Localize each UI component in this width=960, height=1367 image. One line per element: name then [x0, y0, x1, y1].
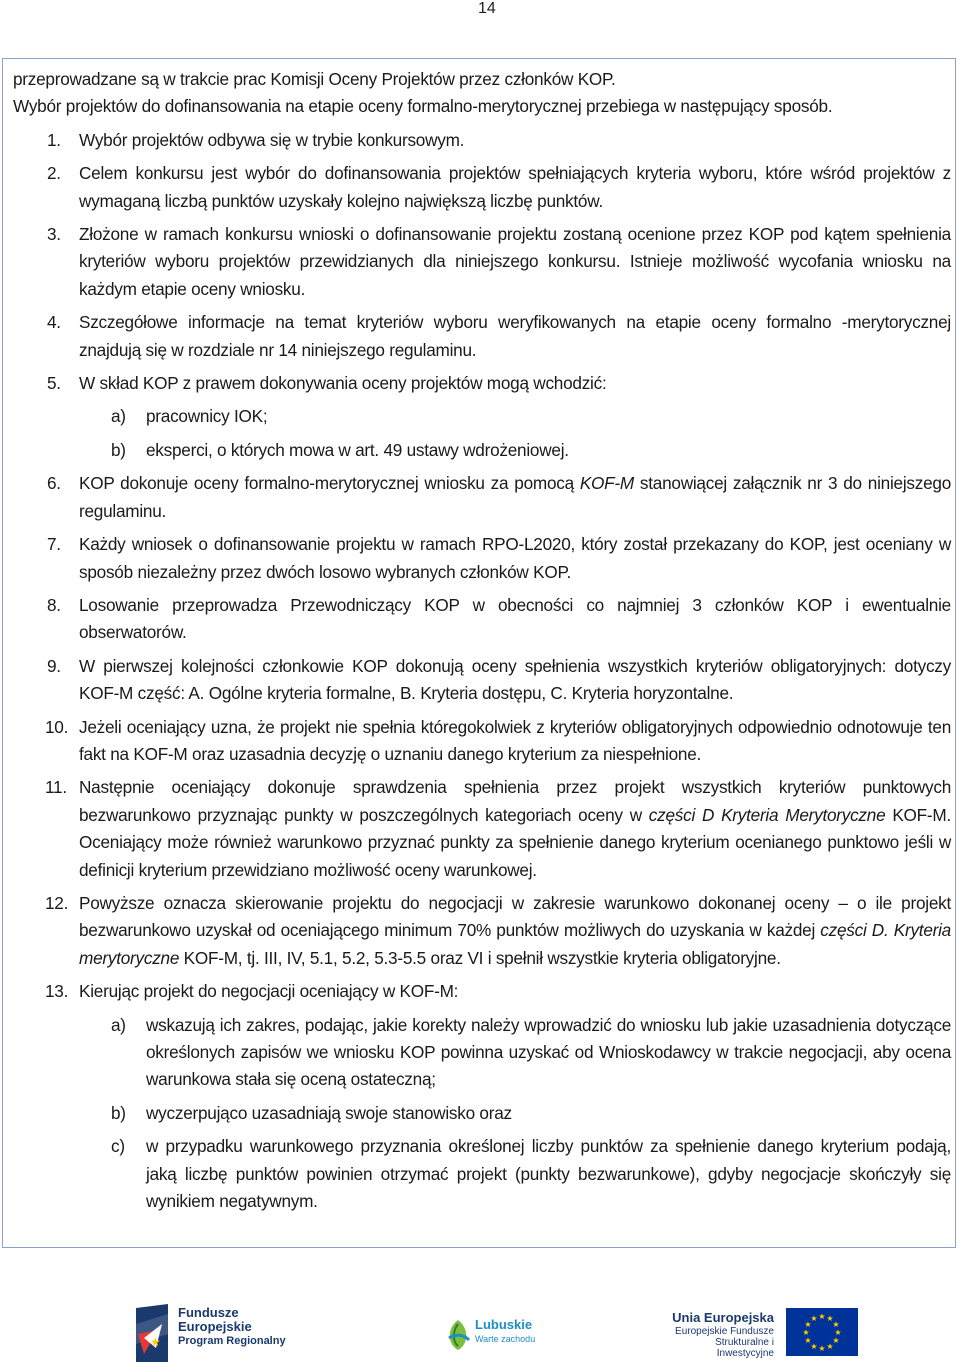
fundusze-text: Fundusze Europejskie Program Regionalny: [178, 1305, 286, 1347]
intro-line-2: Wybór projektów do dofinansowania na etapie oceny formalno-merytorycznej przebiega w następujący sposób.: [13, 96, 833, 117]
list-item-7: 7. Każdy wniosek o dofinansowanie projektu w ramach RPO-L2020, który został przekazany do KOP, jest oceniany w sposób niezależny przez dwóch losowo wybranych członków KOP.: [47, 534, 951, 582]
fundusze-europejskie-logo: [132, 1304, 292, 1362]
svg-text:★: ★: [804, 1336, 812, 1345]
svg-text:★: ★: [810, 1342, 818, 1351]
footer-logos: [0, 1290, 960, 1362]
page-number: 14: [478, 0, 496, 17]
lubuskie-logo: [445, 1318, 555, 1358]
fundusze-flag-icon: [132, 1304, 172, 1362]
sub-item-13c: c) w przypadku warunkowego przyznania określonej liczby punktów za spełnienie danego kryterium podają, jaką liczbę punktów powinien otrzymać projekt (punkty bezwarunkowe), gdyby negocjacje skończyły się wynikiem negatywnym.: [111, 1136, 951, 1212]
list-item-8: 8. Losowanie przeprowadza Przewodniczący KOP w obecności co najmniej 3 członków KOP i ewentualnie obserwatorów.: [47, 594, 951, 643]
list-item-13: 13. Kierując projekt do negocjacji oceniający w KOF-M:: [45, 981, 459, 1002]
unia-europejska-logo: [656, 1310, 876, 1360]
sub-item-13b: b) wyczerpująco uzasadniają swoje stanowisko oraz: [111, 1102, 512, 1123]
list-item-3: 3. Złożone w ramach konkursu wnioski o dofinansowanie projektu zostaną ocenione przez KOP pod kątem spełnienia kryteriów wyboru projektów przewidzianych dla niniejszego konkursu. Istnieje możliwość wycofania wniosku na każdym etapie oceny wniosku.: [47, 224, 951, 299]
list-item-6: 6. KOP dokonuje oceny formalno-merytorycznej wniosku za pomocą KOF-M stanowiącej załącznik nr 3 do niniejszego regulaminu.: [47, 473, 952, 521]
list-item-5: 5. W skład KOP z prawem dokonywania oceny projektów mogą wchodzić:: [47, 373, 607, 394]
svg-text:★: ★: [818, 1312, 826, 1321]
lubuskie-leaf-icon: [445, 1318, 471, 1352]
svg-text:★: ★: [804, 1320, 812, 1329]
svg-text:★: ★: [810, 1314, 818, 1323]
document-body: [13, 66, 951, 1221]
eu-flag-icon: [786, 1308, 858, 1356]
svg-text:★: ★: [832, 1336, 840, 1345]
sub-item-5b: b) eksperci, o których mowa w art. 49 ustawy wdrożeniowej.: [111, 439, 569, 460]
ue-text: Unia Europejska Europejskie Fundusze Strukturalne i Inwestycyjne: [672, 1310, 774, 1359]
list-item-9: 9. W pierwszej kolejności członkowie KOP dokonują oceny spełnienia wszystkich kryteriów obligatoryjnych: dotyczy KOF-M część: A. Ogólne kryteria formalne, B. Kryteria dostępu, C. Kryteria horyzontalne.: [47, 655, 951, 704]
intro-line-1: przeprowadzane są w trakcie prac Komisji Oceny Projektów przez członków KOP.: [13, 69, 616, 89]
sub-item-13a: a) wskazują ich zakres, podając, jakie korekty należy wprowadzić do wniosku lub jakie uzasadnienia dotyczące określonych zapisów we wniosku KOP powinna uzyskać od Wnioskodawcy w trakcie negocjacji, aby ocena warunkowa stała się oceną ostateczną;: [111, 1014, 951, 1090]
list-item-1: 1. Wybór projektów odbywa się w trybie konkursowym.: [47, 129, 465, 150]
list-item-12: 12. Powyższe oznacza skierowanie projektu do negocjacji w zakresie warunkowo dokonanej oceny – o ile projekt bezwarunkowo uzyskał od oceniającego minimum 70% punktów możliwych do uzyskania w każdej części D. Kryteria merytoryczne KOF-M, tj. III, IV, 5.1, 5.2, 5.3-5.5 oraz VI i spełnił wszystkie kryteria obligatoryjne.: [45, 892, 951, 968]
svg-text:★: ★: [818, 1344, 826, 1353]
list-item-2: 2. Celem konkursu jest wybór do dofinansowania projektów spełniających kryteria wyboru, które wśród projektów z wymaganą liczbą punktów uzyskały kolejno największą liczbę punktów.: [47, 163, 951, 211]
list-item-11: 11. Następnie oceniający dokonuje sprawdzenia spełnienia przez projekt wszystkich kryteriów punktowych bezwarunkowo przyznając punkty w poszczególnych kategoriach oceny w części D Kryteria Merytoryczne KOF-M. Oceniający może również warunkowo przyznać punkty za spełnienie danego kryterium ocenianego punktowo jeśli w definicji kryterium przewidziano możliwość oceny warunkowej.: [45, 777, 951, 880]
svg-text:★: ★: [826, 1342, 834, 1351]
svg-text:★: ★: [802, 1328, 810, 1337]
content-box: [2, 58, 956, 1248]
sub-item-5a: a) pracownicy IOK;: [111, 406, 268, 427]
svg-text:★: ★: [834, 1328, 842, 1337]
lubuskie-text: Lubuskie Warte zachodu: [475, 1317, 536, 1344]
list-item-4: 4. Szczegółowe informacje na temat kryteriów wyboru weryfikowanych na etapie oceny formalno -merytorycznej znajdują się w rozdziale nr 14 niniejszego regulaminu.: [47, 312, 951, 360]
svg-text:★: ★: [150, 1335, 161, 1349]
svg-text:★: ★: [826, 1314, 834, 1323]
list-item-10: 10. Jeżeli oceniający uzna, że projekt nie spełnia któregokolwiek z kryteriów obligatoryjnych odpowiednio odnotowuje ten fakt na KOF-M oraz uzasadnia decyzję o uznaniu danego kryterium za niespełnione.: [45, 716, 951, 764]
svg-text:★: ★: [832, 1320, 840, 1329]
